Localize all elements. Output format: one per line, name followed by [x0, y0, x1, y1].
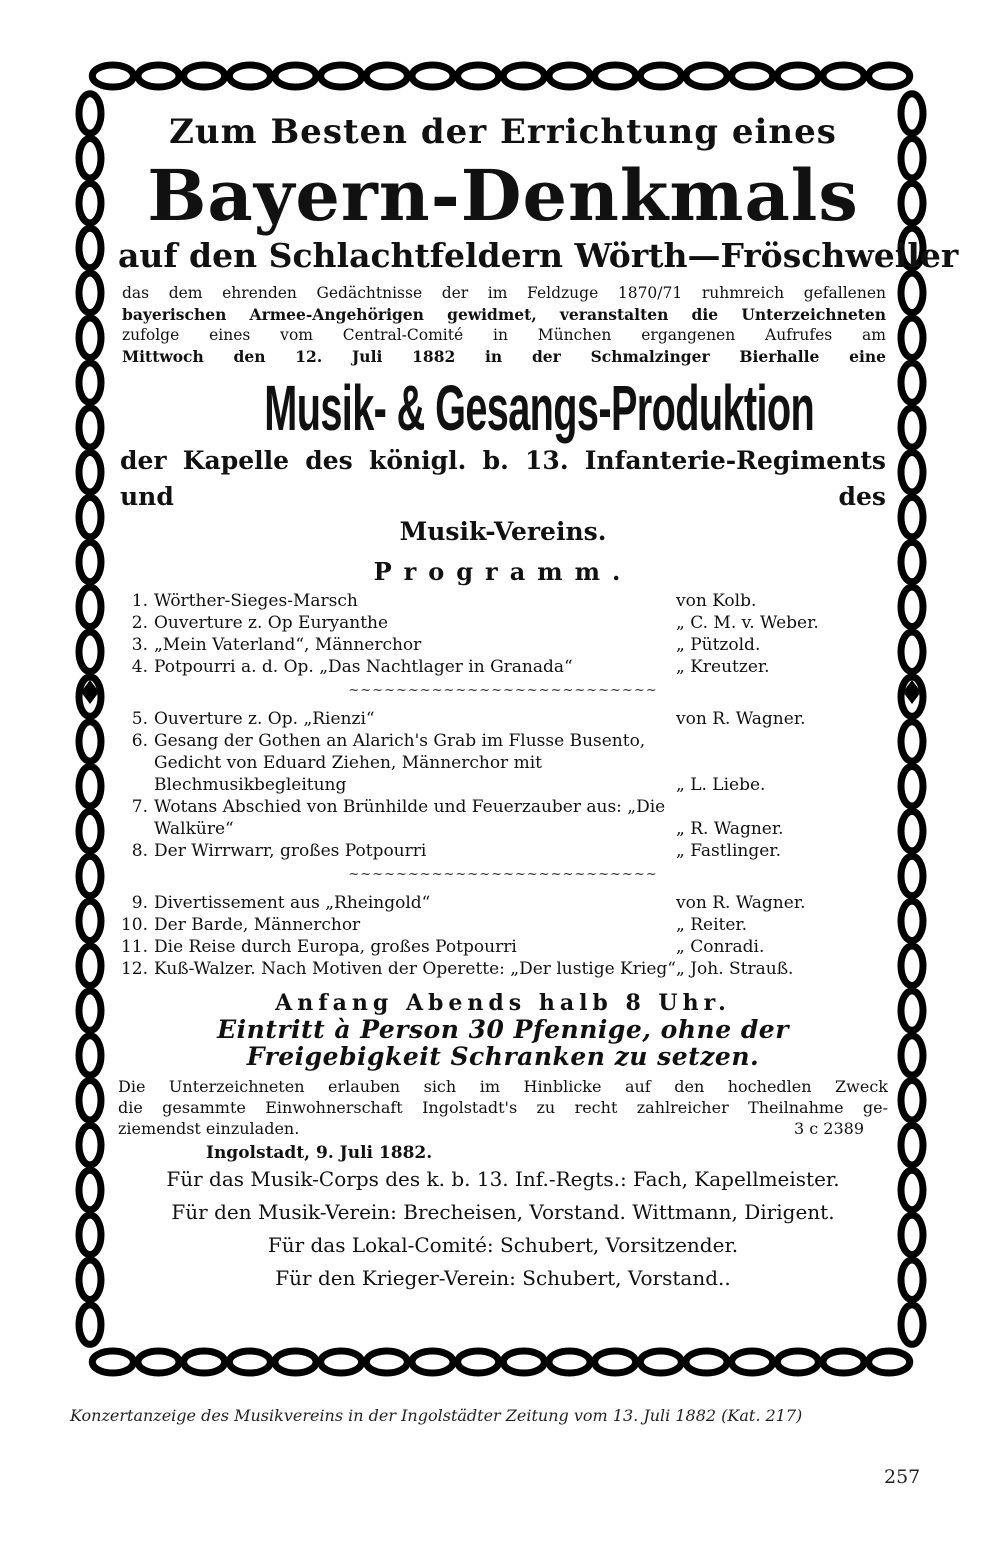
program-item-title: Gesang der Gothen an Alarich's Grab im Flusse Busento, Gedicht von Eduard Ziehen, Männerchor mit Blechmusikbegleitung [154, 731, 646, 795]
program-item-composer: „ C. M. v. Weber. [676, 613, 819, 633]
heading-line-2: Bayern-Denkmals [147, 154, 859, 237]
intro-paragraph [122, 283, 886, 367]
chain-link [458, 1351, 499, 1373]
chain-link [321, 1351, 362, 1373]
chain-link [79, 1125, 101, 1164]
chain-link [901, 183, 923, 222]
program-item-number: 9. [131, 893, 148, 913]
chain-link [901, 139, 923, 178]
program-item-title: Divertissement aus „Rheingold“ [154, 893, 431, 913]
chain-link [640, 1351, 681, 1373]
signature-line: Für den Krieger-Verein: Schubert, Vorstand.. [275, 1266, 731, 1290]
program-item-number: 11. [120, 937, 148, 957]
admission: Eintritt à Person 30 Pfennige, ohne der Freigebigkeit Schranken zu setzen. [217, 1015, 789, 1071]
chain-link [901, 273, 923, 312]
program-item-composer: „ R. Wagner. [676, 819, 784, 839]
chain-link [79, 1036, 101, 1075]
chain-link [321, 65, 362, 87]
program-item [118, 590, 888, 612]
program-item-title: Wörther-Sieges-Marsch [154, 591, 358, 611]
chain-link [686, 1351, 727, 1373]
chain-link [901, 497, 923, 536]
chain-link [901, 587, 923, 626]
chain-link [79, 1170, 101, 1209]
chain-link [79, 318, 101, 357]
chain-link [901, 318, 923, 357]
note-paragraph [118, 1076, 888, 1139]
program-item-title: Wotans Abschied von Brünhilde und Feuerzauber aus: „Die Walküre“ [154, 797, 666, 839]
program-item [118, 796, 888, 840]
chain-link [92, 65, 133, 87]
chain-link [79, 497, 101, 536]
program-item-title: Der Wirrwarr, großes Potpourri [154, 841, 427, 861]
program-item-composer: von R. Wagner. [676, 709, 806, 729]
chain-link [79, 587, 101, 626]
chain-link [777, 65, 818, 87]
program-item-number: 1. [131, 591, 148, 611]
program-item-number: 8. [131, 841, 148, 861]
chain-link [549, 65, 590, 87]
chain-link [869, 65, 910, 87]
chain-link [79, 946, 101, 985]
signature-line: Für den Musik-Verein: Brecheisen, Vorstand. Wittmann, Dirigent. [171, 1200, 835, 1224]
program-item-number: 3. [131, 635, 148, 655]
program-item-composer: „ L. Liebe. [676, 775, 766, 795]
program-item [118, 730, 888, 796]
program-item-title: Die Reise durch Europa, großes Potpourri [154, 937, 517, 957]
chain-link [503, 65, 544, 87]
program-item-number: 5. [131, 709, 148, 729]
chain-link [901, 767, 923, 806]
chain-link [79, 1260, 101, 1299]
chain-link [79, 228, 101, 267]
intro-line: das dem ehrenden Gedächtnisse der im Feldzuge 1870/71 ruhmreich gefallenen [122, 284, 886, 302]
program-item-number: 7. [131, 797, 148, 817]
chain-link [275, 1351, 316, 1373]
chain-link [458, 65, 499, 87]
chain-link [92, 1351, 133, 1373]
program-item-number: 12. [120, 959, 148, 979]
chain-link [79, 722, 101, 761]
note-line: Die Unterzeichneten erlauben sich im Hinblicke auf den hochedlen Zweck [118, 1077, 888, 1096]
program-item-number: 10. [120, 915, 148, 935]
chain-link [595, 1351, 636, 1373]
chain-link [79, 632, 101, 671]
program-item-composer: „ Fastlinger. [676, 841, 781, 861]
program-item-title: Potpourri a. d. Op. „Das Nachtlager in Granada“ [154, 657, 573, 677]
program-item-title: Ouverture z. Op Euryanthe [154, 613, 389, 633]
chain-link [503, 1351, 544, 1373]
chain-link [79, 901, 101, 940]
program-heading: Programm. [373, 557, 633, 586]
chain-link [79, 1215, 101, 1254]
chain-link [79, 183, 101, 222]
note-last-line [118, 1118, 888, 1139]
program-item [118, 612, 888, 634]
chain-link [901, 1081, 923, 1120]
intro-line: zufolge eines vom Central-Comité in München ergangenen Aufrufes am [122, 326, 886, 344]
intro-line: bayerischen Armee-Angehörigen gewidmet, veranstalten die Unterzeichneten [122, 305, 886, 324]
chain-link [549, 1351, 590, 1373]
chain-link [901, 991, 923, 1030]
program-item-number: 4. [131, 657, 148, 677]
chain-link [79, 542, 101, 581]
signature-line: Für das Musik-Corps des k. b. 13. Inf.-Regts.: Fach, Kapellmeister. [166, 1167, 840, 1191]
chain-link [79, 363, 101, 402]
figure-caption: Konzertanzeige des Musikvereins in der Ingolstädter Zeitung vom 13. Juli 1882 (Kat. 217) [70, 1406, 803, 1425]
chain-link [901, 1125, 923, 1164]
chain-link [777, 1351, 818, 1373]
heading-line-3: auf den Schlachtfeldern Wörth—Fröschweiler [118, 236, 959, 275]
chain-link [640, 65, 681, 87]
chain-link [901, 1305, 923, 1344]
place-date: Ingolstadt, 9. Juli 1882. [206, 1143, 433, 1163]
performers-line-2: Musik-Vereins. [399, 517, 607, 546]
program-item [118, 656, 888, 678]
chain-link [79, 453, 101, 492]
chain-link [184, 1351, 225, 1373]
chain-link [138, 1351, 179, 1373]
program-item-title: Ouverture z. Op. „Rienzi“ [154, 709, 375, 729]
reference-code: 3 c 2389 [793, 1119, 864, 1138]
chain-link [366, 65, 407, 87]
chain-link [901, 856, 923, 895]
chain-link [823, 1351, 864, 1373]
chain-link [901, 901, 923, 940]
event-title: Musik- & Gesangs-Produktion [264, 372, 815, 444]
chain-link [869, 1351, 910, 1373]
chain-link [275, 65, 316, 87]
chain-link [901, 1215, 923, 1254]
program-item-composer: „ Joh. Strauß. [676, 959, 794, 979]
program-item [118, 936, 888, 958]
chain-link [79, 273, 101, 312]
chain-link [79, 1305, 101, 1344]
chain-link [184, 65, 225, 87]
chain-link [366, 1351, 407, 1373]
chain-link [79, 408, 101, 447]
program-list [118, 590, 888, 980]
chain-link [79, 811, 101, 850]
chain-link [901, 632, 923, 671]
program-item-composer: von R. Wagner. [676, 893, 806, 913]
intro-line: Mittwoch den 12. Juli 1882 in der Schmalzinger Bierhalle eine [122, 347, 886, 366]
chain-link [901, 408, 923, 447]
chain-link [412, 65, 453, 87]
chain-link [229, 65, 270, 87]
program-item [118, 634, 888, 656]
program-group [118, 590, 888, 678]
chain-link [686, 65, 727, 87]
chain-link [79, 991, 101, 1030]
chain-link [79, 767, 101, 806]
note-line: die gesammte Einwohnerschaft Ingolstadt's zu recht zahlreicher Theilnahme ge- [118, 1098, 888, 1117]
performers-line-1: der Kapelle des königl. b. 13. Infanterie-Regiments und des [120, 446, 886, 511]
chain-link [138, 65, 179, 87]
chain-link [901, 1170, 923, 1209]
chain-link [732, 65, 773, 87]
separator: ~~~~~~~~~~~~~~~~~~~~~~~~~~ [348, 683, 658, 698]
program-group [118, 892, 888, 980]
chain-link [901, 722, 923, 761]
chain-link [732, 1351, 773, 1373]
separator: ~~~~~~~~~~~~~~~~~~~~~~~~~~ [348, 867, 658, 882]
concert-advertisement [118, 100, 959, 1340]
program-item-composer: „ Reiter. [676, 915, 748, 935]
chain-link [901, 811, 923, 850]
page-number: 257 [884, 1466, 921, 1488]
chain-link [229, 1351, 270, 1373]
heading-line-1: Zum Besten der Errichtung eines [169, 112, 837, 152]
program-item [118, 708, 888, 730]
chain-link [901, 946, 923, 985]
chain-link [901, 542, 923, 581]
program-item-composer: „ Conradi. [676, 937, 765, 957]
chain-link [823, 65, 864, 87]
program-item-composer: „ Kreutzer. [676, 657, 770, 677]
signature-line: Für das Lokal-Comité: Schubert, Vorsitzender. [267, 1233, 739, 1257]
program-item-composer: von Kolb. [676, 591, 757, 611]
program-item-title: „Mein Vaterland“, Männerchor [154, 635, 422, 655]
start-time: Anfang Abends halb 8 Uhr. [275, 990, 731, 1016]
program-item [118, 840, 888, 862]
program-item-title: Kuß-Walzer. Nach Motiven der Operette: „Der lustige Krieg“ [154, 959, 676, 979]
program-item [118, 958, 888, 980]
program-item [118, 892, 888, 914]
chain-link [79, 1081, 101, 1120]
chain-link [79, 856, 101, 895]
chain-link [901, 453, 923, 492]
program-group [118, 708, 888, 862]
chain-link [901, 363, 923, 402]
chain-link [595, 65, 636, 87]
program-item-composer: „ Pützold. [676, 635, 761, 655]
chain-link [901, 94, 923, 133]
program-item [118, 914, 888, 936]
signatures [118, 1163, 888, 1295]
program-item-number: 2. [131, 613, 148, 633]
chain-link [901, 1036, 923, 1075]
chain-link [79, 94, 101, 133]
chain-link [901, 1260, 923, 1299]
program-item-number: 6. [131, 731, 148, 751]
chain-link [79, 139, 101, 178]
program-item-title: Der Barde, Männerchor [154, 915, 361, 935]
note-line: ziemendst einzuladen. [118, 1119, 300, 1138]
chain-link [412, 1351, 453, 1373]
